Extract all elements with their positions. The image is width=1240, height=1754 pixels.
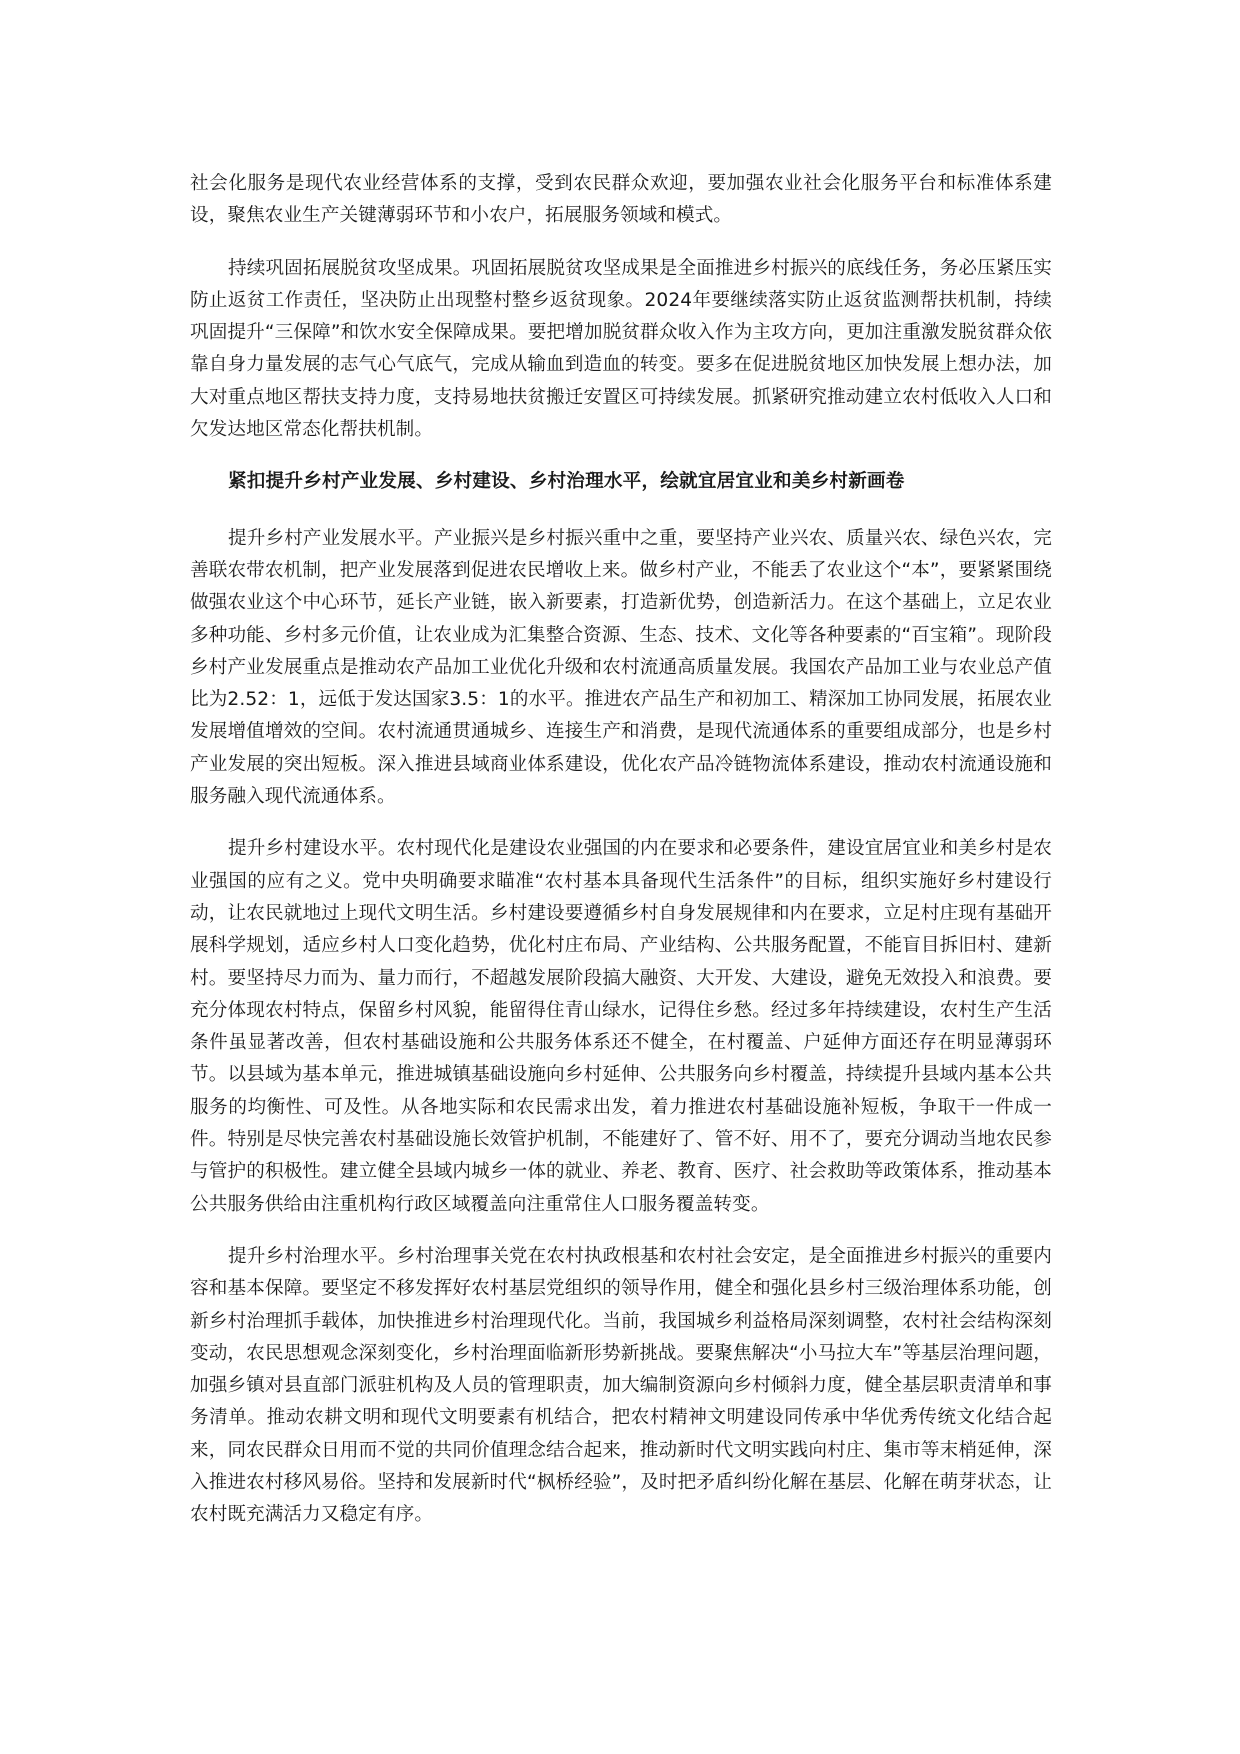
paragraph-poverty-alleviation: 持续巩固拓展脱贫攻坚成果。巩固拓展脱贫攻坚成果是全面推进乡村振兴的底线任务，务必压紧压实防止返贫工作责任，坚决防止出现整村整乡返贫现象。2024年要继续落实防止返贫监测帮扶机制，持续巩固提升“三保障”和饮水安全保障成果。要把增加脱贫群众收入作为主攻方向，更加注重激发脱贫群众依靠自身力量发展的志气心气底气，完成从输血到造血的转变。要多在促进脱贫地区加快发展上想办法，加大对重点地区帮扶支持力度，支持易地扶贫搬迁安置区可持续发展。抓紧研究推动建立农村低收入人口和欠发达地区常态化帮扶机制。 (190, 257, 1052, 441)
paragraph-rural-governance: 提升乡村治理水平。乡村治理事关党在农村执政根基和农村社会安定，是全面推进乡村振兴的重要内容和基本保障。要坚定不移发挥好农村基层党组织的领导作用，健全和强化县乡村三级治理体系功能，创新乡村治理抓手载体，加快推进乡村治理现代化。当前，我国城乡利益格局深刻调整，农村社会结构深刻变动，农民思想观念深刻变化，乡村治理面临新形势新挑战。要聚焦解决“小马拉大车”等基层治理问题，加强乡镇对县直部门派驻机构及人员的管理职责，加大编制资源向乡村倾斜力度，健全基层职责清单和事务清单。推动农耕文明和现代文明要素有机结合，把农村精神文明建设同传承中华优秀传统文化结合起来，同农民群众日用而不觉的共同价值理念结合起来，推动新时代文明实践向村庄、集市等末梢延伸，深入推进农村移风易俗。坚持和发展新时代“枫桥经验”，及时把矛盾纠纷化解在基层、化解在萌芽状态，让农村既充满活力又稳定有序。 (190, 1245, 1052, 1526)
section-heading: 紧扣提升乡村产业发展、乡村建设、乡村治理水平，绘就宜居宜业和美乡村新画卷 (228, 471, 905, 493)
paragraph-social-services: 社会化服务是现代农业经营体系的支撑，受到农民群众欢迎，要加强农业社会化服务平台和标准体系建设，聚焦农业生产关键薄弱环节和小农户，拓展服务领域和模式。 (190, 173, 1052, 227)
paragraph-rural-industry: 提升乡村产业发展水平。产业振兴是乡村振兴重中之重，要坚持产业兴农、质量兴农、绿色兴农，完善联农带农机制，把产业发展落到促进农民增收上来。做乡村产业，不能丢了农业这个“本”，要紧紧围绕做强农业这个中心环节，延长产业链，嵌入新要素，打造新优势，创造新活力。在这个基础上，立足农业多种功能、乡村多元价值，让农业成为汇集整合资源、生态、技术、文化等各种要素的“百宝箱”。现阶段乡村产业发展重点是推动农产品加工业优化升级和农村流通高质量发展。我国农产品加工业与农业总产值比为2.52：1，远低于发达国家3.5：1的水平。推进农产品生产和初加工、精深加工协同发展，拓展农业发展增值增效的空间。农村流通贯通城乡、连接生产和消费，是现代流通体系的重要组成部分，也是乡村产业发展的突出短板。深入推进县域商业体系建设，优化农产品冷链物流体系建设，推动农村流通设施和服务融入现代流通体系。 (190, 527, 1052, 808)
paragraph-rural-construction: 提升乡村建设水平。农村现代化是建设农业强国的内在要求和必要条件，建设宜居宜业和美乡村是农业强国的应有之义。党中央明确要求瞄准“农村基本具备现代生活条件”的目标，组织实施好乡村建设行动，让农民就地过上现代文明生活。乡村建设要遵循乡村自身发展规律和内在要求，立足村庄现有基础开展科学规划，适应乡村人口变化趋势，优化村庄布局、产业结构、公共服务配置，不能盲目拆旧村、建新村。要坚持尽力而为、量力而行，不超越发展阶段搞大融资、大开发、大建设，避免无效投入和浪费。要充分体现农村特点，保留乡村风貌，能留得住青山绿水，记得住乡愁。经过多年持续建设，农村生产生活条件虽显著改善，但农村基础设施和公共服务体系还不健全，在村覆盖、户延伸方面还存在明显薄弱环节。以县域为基本单元，推进城镇基础设施向乡村延伸、公共服务向乡村覆盖，持续提升县域内基本公共服务的均衡性、可及性。从各地实际和农民需求出发，着力推进农村基础设施补短板，争取干一件成一件。特别是尽快完善农村基础设施长效管护机制，不能建好了、管不好、用不了，要充分调动当地农民参与管护的积极性。建立健全县域内城乡一体的就业、养老、教育、医疗、社会救助等政策体系，推动基本公共服务供给由注重机构行政区域覆盖向注重常住人口服务覆盖转变。 (190, 838, 1052, 1215)
document-page (190, 168, 1052, 1552)
